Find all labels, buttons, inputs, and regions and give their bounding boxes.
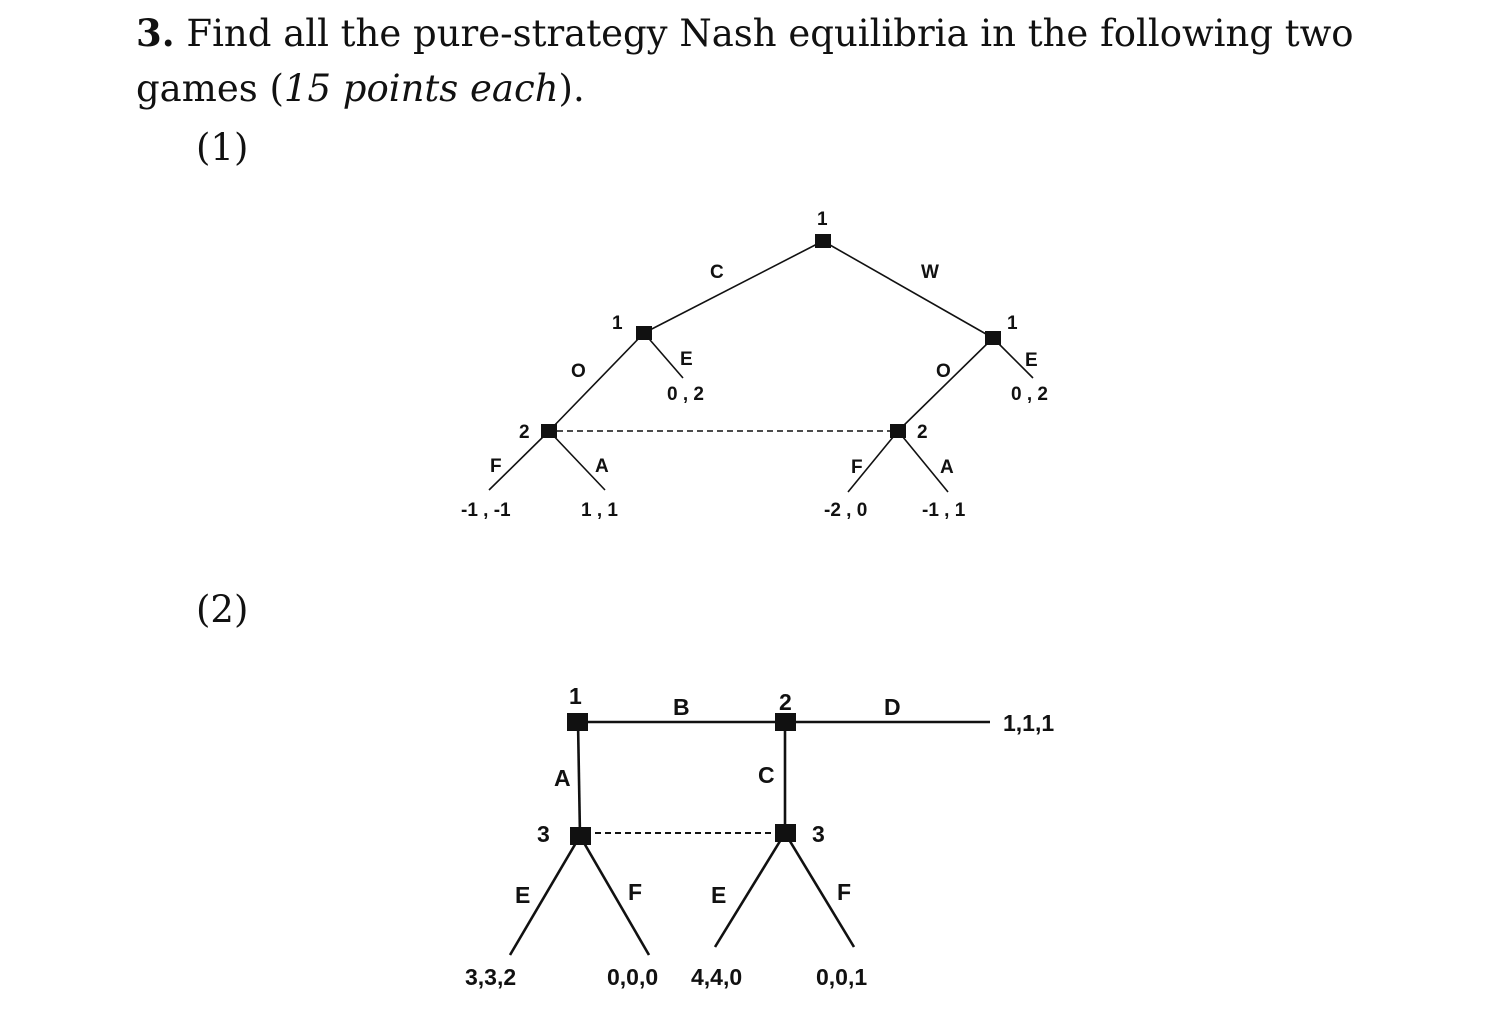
- player-label: 1: [1007, 313, 1018, 334]
- payoff: -1 , 1: [922, 500, 966, 521]
- action-label: E: [711, 882, 727, 908]
- player-label: 3: [812, 821, 825, 847]
- action-label: B: [673, 694, 690, 720]
- payoff: 0,0,0: [607, 964, 659, 990]
- player-label: 3: [537, 821, 550, 847]
- action-label: O: [936, 361, 951, 382]
- node-p1: [567, 713, 588, 731]
- action-label: A: [554, 765, 571, 791]
- payoff: 0,0,1: [816, 964, 868, 990]
- action-label: E: [1025, 350, 1038, 371]
- player-label: 2: [917, 422, 928, 443]
- player-label: 2: [519, 422, 530, 443]
- edge-a: [578, 722, 580, 836]
- action-label: F: [851, 457, 863, 478]
- action-label: F: [628, 879, 643, 905]
- points-number: 15: [283, 67, 332, 110]
- payoff: -1 , -1: [461, 500, 511, 521]
- action-label: F: [837, 879, 852, 905]
- question-number: 3.: [136, 11, 175, 55]
- question-body: Find all the pure-strategy Nash equilibria in the following two games (: [136, 12, 1354, 110]
- action-label: D: [884, 694, 901, 720]
- action-label: C: [710, 262, 724, 283]
- action-label: E: [515, 882, 531, 908]
- player-label: 2: [779, 689, 792, 715]
- payoff: 0 , 2: [1011, 384, 1048, 405]
- node-p3-left: [570, 827, 591, 845]
- player-label: 1: [817, 209, 828, 230]
- action-label: E: [680, 349, 693, 370]
- payoff: 3,3,2: [465, 964, 517, 990]
- player-label: 1: [569, 683, 582, 709]
- node-p3-right: [775, 824, 796, 842]
- payoff: 0 , 2: [667, 384, 704, 405]
- player-label: 1: [612, 313, 623, 334]
- game1-label: (1): [196, 126, 249, 169]
- action-label: O: [571, 361, 586, 382]
- action-label: F: [490, 456, 502, 477]
- action-label: C: [758, 762, 775, 788]
- payoff: -2 , 0: [824, 500, 868, 521]
- points-label: points each: [342, 67, 559, 110]
- action-label: W: [921, 262, 939, 283]
- node-p2: [775, 713, 796, 731]
- game2-label: (2): [196, 588, 249, 631]
- action-label: A: [595, 456, 609, 477]
- payoff: 1,1,1: [1003, 710, 1055, 736]
- question-end: ).: [558, 67, 585, 110]
- payoff: 1 , 1: [581, 500, 618, 521]
- action-label: A: [940, 457, 954, 478]
- payoff: 4,4,0: [691, 964, 743, 990]
